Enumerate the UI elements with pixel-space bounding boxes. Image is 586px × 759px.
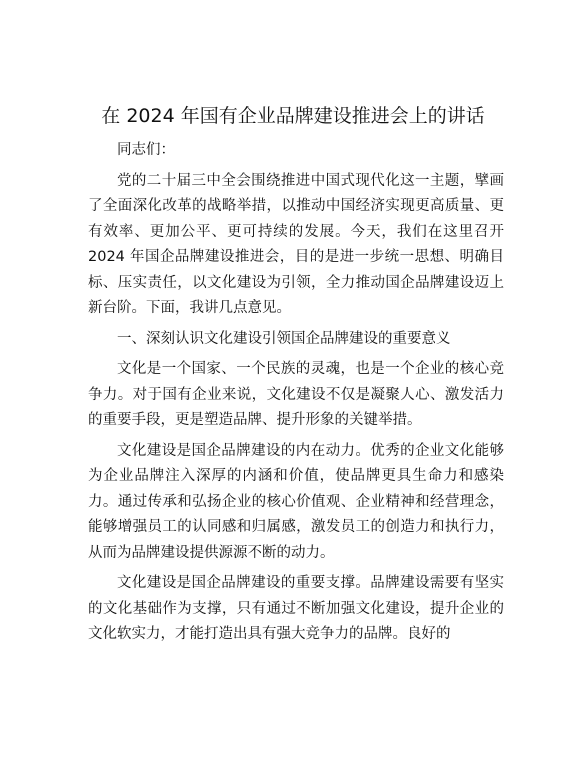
paragraph-important-support: 文化建设是国企品牌建设的重要支撑。品牌建设需要有坚实的文化基础作为支撑，只有通过不断加强文化建设，提升企业的文化软实力，才能打造出具有强大竞争力的品牌。良好的 <box>88 575 504 642</box>
salutation: 同志们： <box>117 142 175 158</box>
document-body <box>88 138 504 653</box>
paragraph-intro: 党的二十届三中全会围绕推进中国式现代化这一主题，擘画了全面深化改革的战略举措，以推动中国经济实现更高质量、更有效率、更加公平、更可持续的发展。今天，我们在这里召开 2024 年国企品牌建设推进会，目的是进一步统一思想、明确目标、压实责任，以文化建设为引领，全力推动国企品牌建设迈上新台阶。下面，我讲几点意见。 <box>88 172 504 316</box>
paragraph-internal-driving-force: 文化建设是国企品牌建设的内在动力。优秀的企业文化能够为企业品牌注入深厚的内涵和价值，使品牌更具生命力和感染力。通过传承和弘扬企业的核心价值观、企业精神和经营理念，能够增强员工的认同感和归属感，激发员工的创造力和执行力，从而为品牌建设提供源源不断的动力。 <box>88 442 504 561</box>
document-title: 在 2024 年国有企业品牌建设推进会上的讲话 <box>101 105 485 127</box>
section-heading: 一、深刻认识文化建设引领国企品牌建设的重要意义 <box>117 330 451 347</box>
paragraph-culture-soul: 文化是一个国家、一个民族的灵魂，也是一个企业的核心竞争力。对于国有企业来说，文化建设不仅是凝聚人心、激发活力的重要手段，更是塑造品牌、提升形象的关键举措。 <box>88 361 504 428</box>
